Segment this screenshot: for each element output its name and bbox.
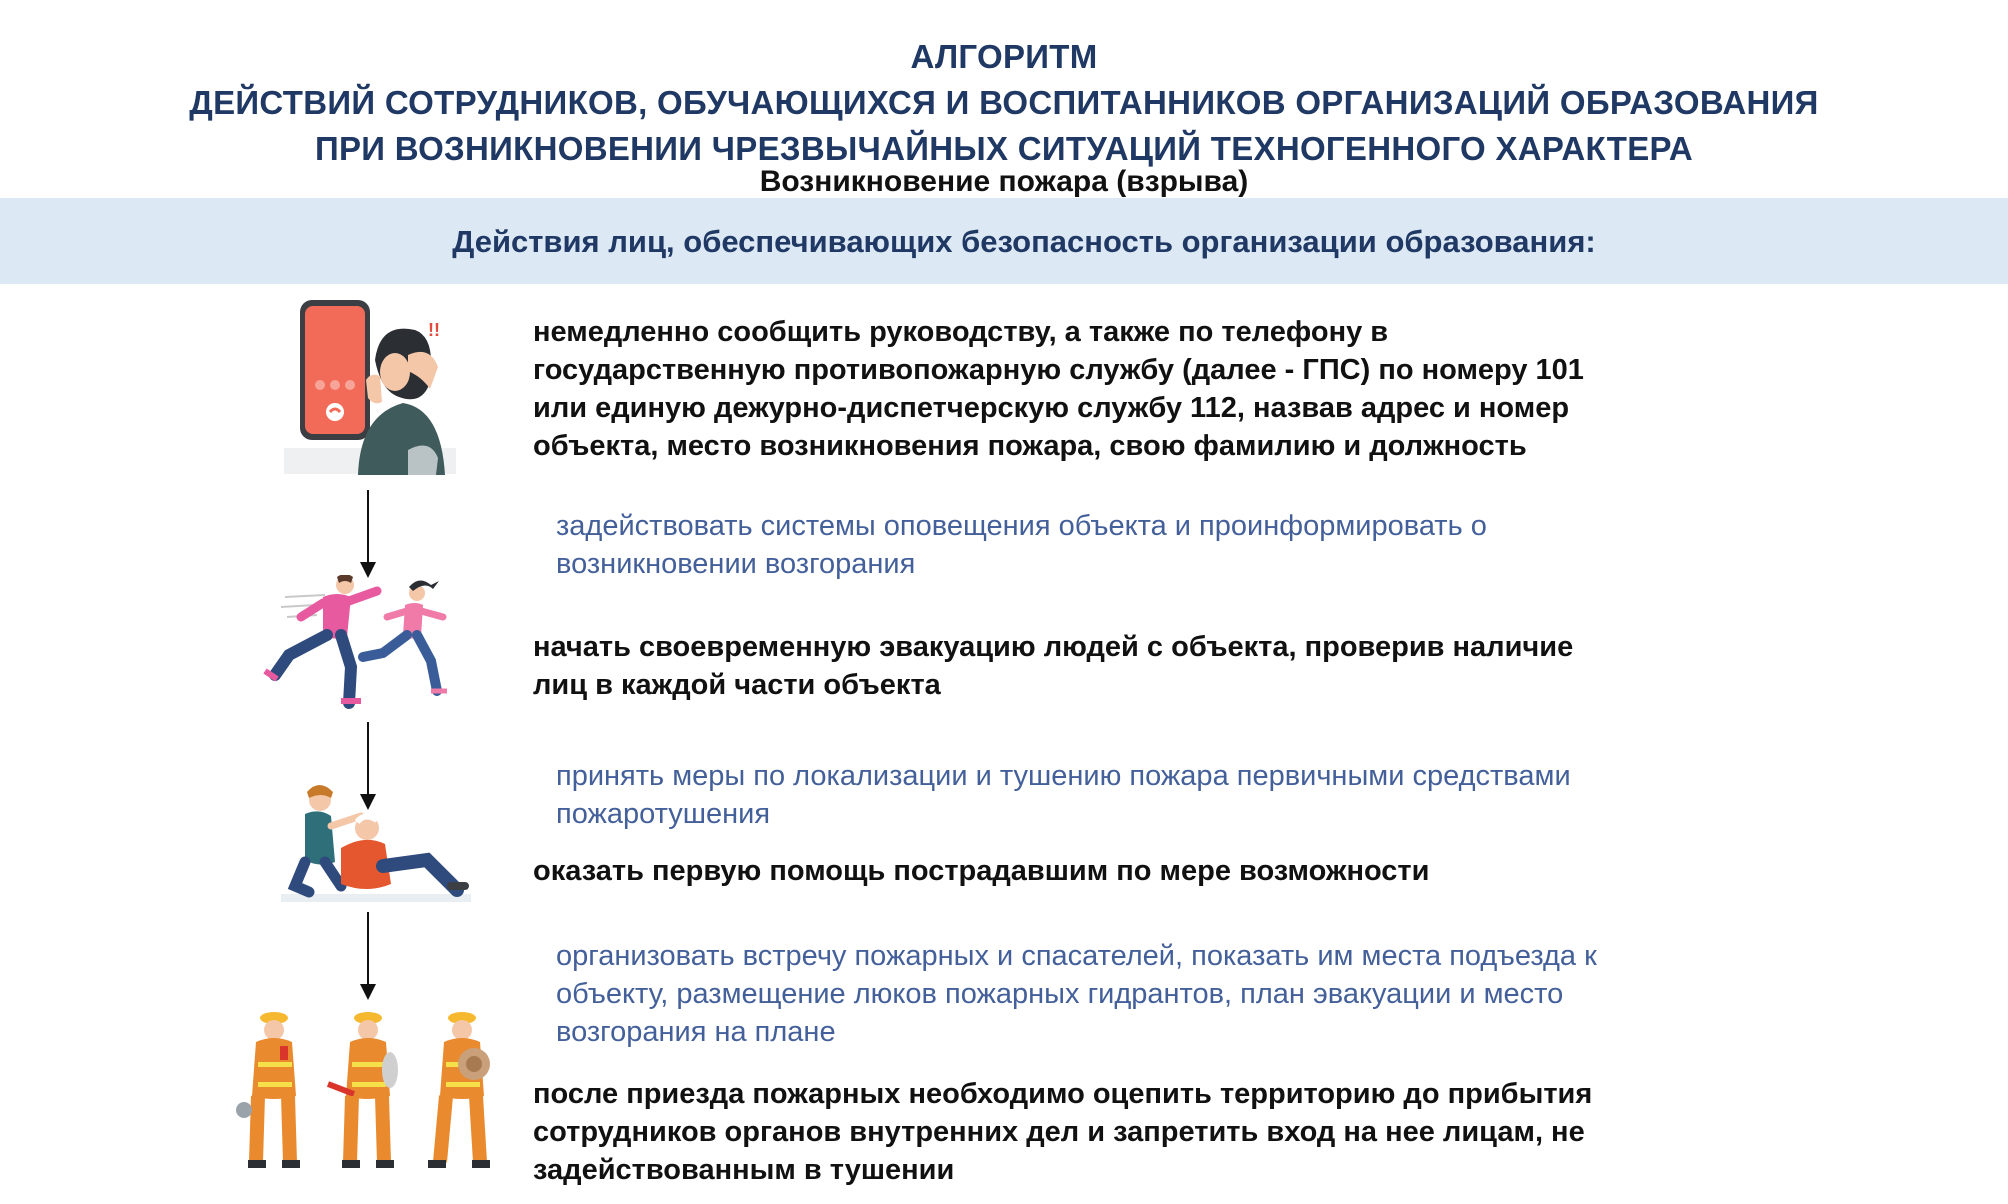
subtitle: Возникновение пожара (взрыва): [759, 165, 1249, 198]
title-line-3: ПРИ ВОЗНИКНОВЕНИИ ЧРЕЗВЫЧАЙНЫХ СИТУАЦИЙ ТЕХНОГЕННОГО ХАРАКТЕРА: [314, 130, 1694, 167]
firefighter-2: [328, 1012, 398, 1168]
step-7-line-2: сотрудников органов внутренних дел и запретить вход на нее лицам, не: [533, 1116, 1585, 1148]
svg-text:!!: !!: [428, 320, 440, 340]
step-6-text: [556, 937, 1597, 1051]
section-heading: Действия лиц, обеспечивающих безопасность организации образования:: [452, 224, 1596, 259]
step-4-text: [556, 757, 1571, 833]
step-3-text: [533, 628, 1573, 704]
step-2-line-2: возникновении возгорания: [556, 548, 916, 580]
step-5-text: [533, 852, 1429, 890]
step-3-line-2: лиц в каждой части объекта: [533, 669, 941, 701]
step-2-text: [556, 507, 1487, 583]
step-7-line-1: после приезда пожарных необходимо оцепить территорию до прибытия: [533, 1078, 1593, 1110]
title-line-1: АЛГОРИТМ: [910, 38, 1098, 75]
phone-call-illustration: [280, 300, 460, 480]
arrow-down-icon: [356, 912, 380, 1000]
step-4-line-2: пожаротушения: [556, 798, 771, 830]
firefighter-1: [236, 1012, 300, 1168]
step-1-line-2: государственную противопожарную службу (далее - ГПС) по номеру 101: [533, 354, 1584, 386]
step-1-line-4: объекта, место возникновения пожара, свою фамилию и должность: [533, 430, 1527, 462]
step-3-line-1: начать своевременную эвакуацию людей с объекта, проверив наличие: [533, 631, 1574, 663]
first-aid-illustration: [275, 782, 475, 904]
step-7-line-3: задействованным в тушении: [533, 1154, 955, 1186]
step-6-line-1: организовать встречу пожарных и спасателей, показать им места подъезда к: [556, 940, 1597, 972]
step-6-line-3: возгорания на плане: [556, 1016, 836, 1048]
running-people-illustration: [245, 575, 465, 715]
step-1-line-3: или единую дежурно-диспетчерскую службу 112, назвав адрес и номер: [533, 392, 1570, 424]
step-4-line-1: принять меры по локализации и тушению пожара первичными средствами: [556, 760, 1571, 792]
title-line-2: ДЕЙСТВИЙ СОТРУДНИКОВ, ОБУЧАЮЩИХСЯ И ВОСПИТАННИКОВ ОРГАНИЗАЦИЙ ОБРАЗОВАНИЯ: [189, 84, 1819, 121]
step-5-line-1: оказать первую помощь пострадавшим по мере возможности: [533, 855, 1430, 887]
step-6-line-2: объекту, размещение люков пожарных гидрантов, план эвакуации и место: [556, 978, 1564, 1010]
step-7-text: [533, 1075, 1592, 1189]
step-1-text: [533, 313, 1584, 465]
step-1-line-1: немедленно сообщить руководству, а также по телефону в: [533, 316, 1389, 348]
firefighter-3: [428, 1012, 490, 1168]
arrow-down-icon: [356, 490, 380, 578]
firefighters-illustration: [228, 1010, 508, 1174]
step-2-line-1: задействовать системы оповещения объекта и проинформировать о: [556, 510, 1487, 542]
